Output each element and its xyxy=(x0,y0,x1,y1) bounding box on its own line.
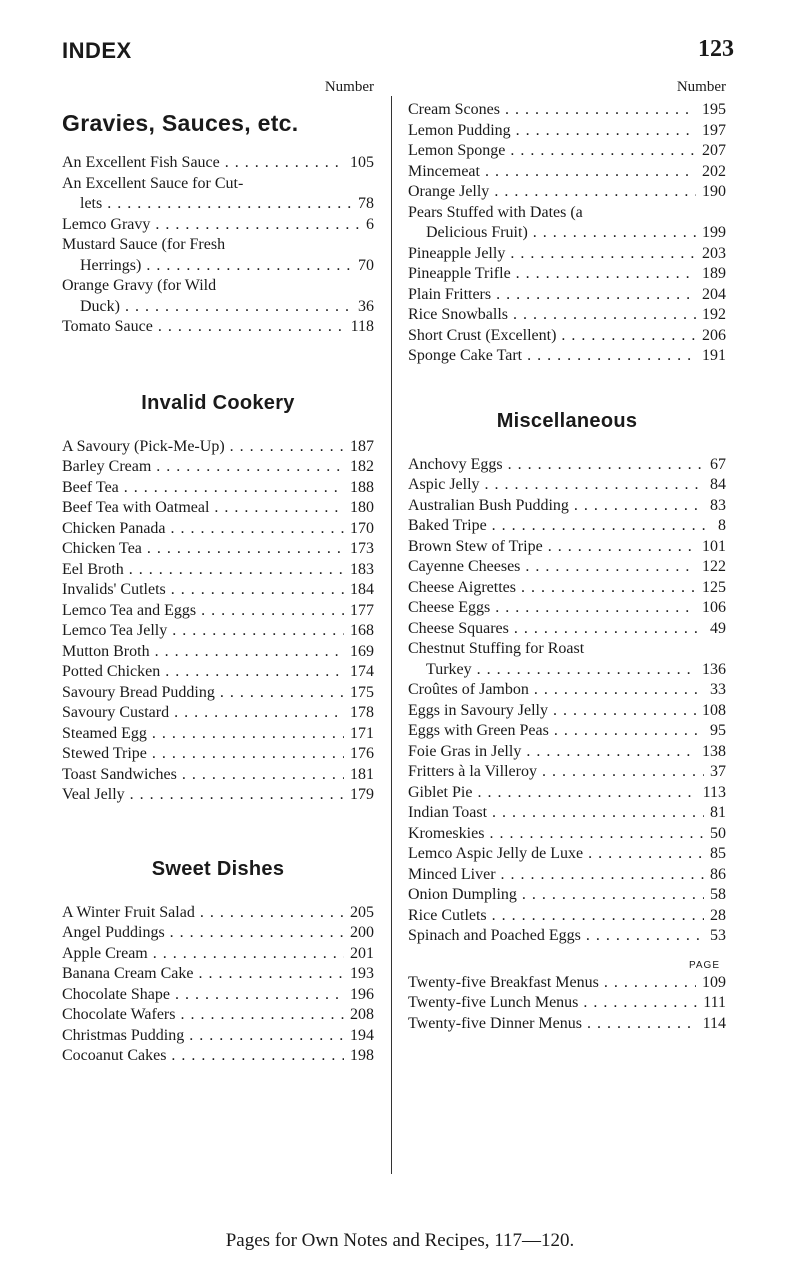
entry-text: Fritters à la Villeroy . . . xyxy=(408,762,704,783)
entry-text: Spinach and Poached Eggs . . . xyxy=(408,926,704,947)
entry-number: 200 xyxy=(350,924,374,941)
entry-text-continued: lets . . . xyxy=(80,194,352,215)
entry-number: 109 xyxy=(702,973,726,991)
index-entry xyxy=(408,844,726,865)
entry-number: 70 xyxy=(358,256,374,274)
index-entry xyxy=(408,742,726,763)
index-entry xyxy=(408,121,726,142)
entry-number: 207 xyxy=(702,142,726,159)
index-entry xyxy=(408,680,726,701)
entry-text: Twenty-five Dinner Menus . . . xyxy=(408,1014,697,1035)
index-entry xyxy=(408,496,726,517)
entry-number: 189 xyxy=(702,265,726,282)
index-entry xyxy=(408,264,726,285)
entry-text: Invalids' Cutlets . . . xyxy=(62,580,344,601)
index-entry xyxy=(408,100,726,121)
entry-text: Steamed Egg . . . xyxy=(62,724,344,745)
index-entry xyxy=(408,619,726,640)
index-entry-continuation xyxy=(62,194,374,215)
entry-number: 170 xyxy=(350,519,374,537)
entry-text: Cheese Squares . . . xyxy=(408,619,704,640)
index-entry xyxy=(62,1005,374,1026)
entry-number: 174 xyxy=(350,663,374,680)
entry-text: Brown Stew of Tripe . . . xyxy=(408,537,696,558)
index-entry xyxy=(62,276,374,297)
index-entry xyxy=(408,578,726,599)
entry-text-continued: Turkey . . . xyxy=(426,660,696,681)
index-entry xyxy=(62,944,374,965)
entry-number: 190 xyxy=(702,183,726,200)
entry-text: Beef Tea with Oatmeal . . . xyxy=(62,498,344,519)
entry-text: Rice Cutlets . . . xyxy=(408,906,704,927)
index-entry xyxy=(408,639,726,660)
index-entry xyxy=(62,923,374,944)
index-entry xyxy=(408,203,726,224)
index-entry xyxy=(408,865,726,886)
entry-number: 49 xyxy=(710,619,726,637)
entry-number: 50 xyxy=(710,824,726,842)
entry-number: 194 xyxy=(350,1026,374,1044)
entry-number: 113 xyxy=(702,783,726,801)
entry-number: 181 xyxy=(350,765,374,783)
running-head-index: INDEX xyxy=(62,38,132,63)
entry-text: Orange Jelly . . . xyxy=(408,182,696,203)
entry-number: 198 xyxy=(350,1047,374,1064)
entry-number: 83 xyxy=(710,496,726,514)
entry-number: 176 xyxy=(350,745,374,762)
entry-text: Pears Stuffed with Dates (a xyxy=(408,203,583,221)
index-entry xyxy=(62,1046,374,1067)
index-entry xyxy=(408,824,726,845)
index-entry xyxy=(62,903,374,924)
index-entry xyxy=(62,765,374,786)
index-entry xyxy=(408,244,726,265)
entry-text: Indian Toast . . . xyxy=(408,803,704,824)
entry-text: Eggs in Savoury Jelly . . . xyxy=(408,701,696,722)
entry-number: 114 xyxy=(702,1014,726,1032)
entry-text: Savoury Bread Pudding . . . xyxy=(62,683,344,704)
entry-number: 105 xyxy=(350,154,374,171)
entry-number: 53 xyxy=(710,927,726,944)
right-column xyxy=(408,78,726,1034)
entry-text: A Savoury (Pick-Me-Up) . . . xyxy=(62,437,344,458)
entry-text: Lemco Aspic Jelly de Luxe . . . xyxy=(408,844,704,865)
entry-number: 84 xyxy=(710,476,726,493)
entry-text: Cheese Aigrettes . . . xyxy=(408,578,696,599)
entry-text: Chicken Panada . . . xyxy=(62,519,344,540)
entry-text: Minced Liver . . . xyxy=(408,865,704,886)
entry-text: Short Crust (Excellent) . . . xyxy=(408,326,696,347)
entry-number: 81 xyxy=(710,804,726,821)
entry-number: 188 xyxy=(350,478,374,496)
entry-text: Cayenne Cheeses . . . xyxy=(408,557,696,578)
index-entry xyxy=(408,455,726,476)
entry-number: 171 xyxy=(350,724,374,742)
index-entry-continuation xyxy=(62,256,374,277)
entry-text: Christmas Pudding . . . xyxy=(62,1026,344,1047)
index-entry xyxy=(62,215,374,236)
entry-number: 67 xyxy=(710,455,726,473)
entry-text-continued: Duck) . . . xyxy=(80,297,352,318)
entry-text: Sponge Cake Tart . . . xyxy=(408,346,696,367)
entry-number: 203 xyxy=(702,244,726,262)
index-entry xyxy=(408,475,726,496)
index-entry-continuation xyxy=(62,297,374,318)
entry-text: Potted Chicken . . . xyxy=(62,662,344,683)
entry-text: Eel Broth . . . xyxy=(62,560,344,581)
entry-text: Lemco Tea and Eggs . . . xyxy=(62,601,344,622)
index-entry xyxy=(408,557,726,578)
entry-number: 192 xyxy=(702,306,726,323)
index-entry xyxy=(62,744,374,765)
entry-text: Stewed Tripe . . . xyxy=(62,744,344,765)
entry-number: 168 xyxy=(350,622,374,639)
entry-number: 118 xyxy=(350,318,374,335)
index-entry xyxy=(408,326,726,347)
entry-text: Orange Gravy (for Wild xyxy=(62,277,217,294)
index-entry xyxy=(408,701,726,722)
entry-text: Apple Cream . . . xyxy=(62,944,344,965)
index-entry-continuation xyxy=(408,660,726,681)
entry-number: 136 xyxy=(702,660,726,678)
number-column-label: Number xyxy=(324,79,374,95)
index-entry xyxy=(408,993,726,1014)
entry-number: 95 xyxy=(710,722,726,739)
entry-text: Rice Snowballs . . . xyxy=(408,305,696,326)
index-entry xyxy=(62,457,374,478)
index-entry xyxy=(408,537,726,558)
index-entry-continuation xyxy=(408,223,726,244)
index-entry xyxy=(408,305,726,326)
entry-text: Croûtes of Jambon . . . xyxy=(408,680,704,701)
entry-text-continued: Herrings) . . . xyxy=(80,256,352,277)
entry-number: 182 xyxy=(350,458,374,475)
footer-note: Pages for Own Notes and Recipes, 117—120. xyxy=(225,1230,575,1251)
entry-number: 195 xyxy=(702,101,726,118)
index-entry xyxy=(408,762,726,783)
entry-number: 36 xyxy=(358,297,374,315)
index-entry xyxy=(62,519,374,540)
entry-number: 58 xyxy=(710,886,726,903)
entry-text: A Winter Fruit Salad . . . xyxy=(62,903,344,924)
index-entry xyxy=(408,516,726,537)
entry-text: Cheese Eggs . . . xyxy=(408,598,696,619)
entry-text: Beef Tea . . . xyxy=(62,478,344,499)
index-entry xyxy=(62,153,374,174)
entry-number: 169 xyxy=(350,642,374,660)
entry-number: 199 xyxy=(702,224,726,241)
entry-number: 111 xyxy=(703,994,726,1011)
entry-number: 85 xyxy=(710,845,726,862)
entry-number: 33 xyxy=(710,681,726,698)
entry-number: 37 xyxy=(710,763,726,780)
entry-text: Veal Jelly . . . xyxy=(62,785,344,806)
index-entry xyxy=(62,703,374,724)
entry-number: 183 xyxy=(350,560,374,578)
index-entry xyxy=(408,721,726,742)
index-entry xyxy=(408,141,726,162)
entry-number: 175 xyxy=(350,683,374,701)
entry-number: 173 xyxy=(350,540,374,557)
entry-text: Lemon Pudding . . . xyxy=(408,121,696,142)
entry-text: Anchovy Eggs . . . xyxy=(408,455,704,476)
entry-text: Lemco Tea Jelly . . . xyxy=(62,621,344,642)
entry-text: Baked Tripe . . . xyxy=(408,516,712,537)
entry-text: Barley Cream . . . xyxy=(62,457,344,478)
entry-text: Toast Sandwiches . . . xyxy=(62,765,344,786)
entry-text: Giblet Pie . . . xyxy=(408,783,697,804)
index-entry xyxy=(408,885,726,906)
index-entry xyxy=(62,621,374,642)
index-entry xyxy=(62,235,374,256)
section-title: Invalid Cookery xyxy=(141,391,295,414)
section-entry-list xyxy=(62,153,374,338)
index-entry xyxy=(408,973,726,994)
column-divider xyxy=(391,96,392,1174)
index-entry xyxy=(62,724,374,745)
section-entry-list xyxy=(62,437,374,806)
entry-number: 101 xyxy=(702,537,726,555)
index-entry xyxy=(62,539,374,560)
index-entry xyxy=(62,580,374,601)
index-entry xyxy=(62,498,374,519)
entry-text: Mustard Sauce (for Fresh xyxy=(62,236,226,253)
index-entry xyxy=(62,560,374,581)
entry-text: Kromeskies . . . xyxy=(408,824,704,845)
entry-text: Twenty-five Lunch Menus . . . xyxy=(408,993,697,1014)
index-entry xyxy=(408,803,726,824)
entry-number: 204 xyxy=(702,285,726,303)
entry-text: An Excellent Fish Sauce . . . xyxy=(62,153,344,174)
number-column-label: Number xyxy=(676,79,726,95)
entry-number: 197 xyxy=(702,121,726,139)
index-entry xyxy=(62,1026,374,1047)
entry-text: Pineapple Trifle . . . xyxy=(408,264,696,285)
entry-number: 193 xyxy=(350,965,374,982)
section-title: Gravies, Sauces, etc. xyxy=(62,110,299,136)
miscellaneous-list xyxy=(408,455,726,947)
entry-number: 6 xyxy=(366,215,374,233)
index-entry xyxy=(408,926,726,947)
index-entry xyxy=(408,906,726,927)
menus-list xyxy=(408,973,726,1035)
index-entry xyxy=(62,478,374,499)
index-entry xyxy=(408,285,726,306)
entry-text: Savoury Custard . . . xyxy=(62,703,344,724)
entry-text-continued: Delicious Fruit) . . . xyxy=(426,223,696,244)
index-entry xyxy=(62,642,374,663)
entry-number: 138 xyxy=(702,742,726,760)
entry-text: Angel Puddings . . . xyxy=(62,923,344,944)
entry-number: 201 xyxy=(350,944,374,962)
entry-text: Australian Bush Pudding . . . xyxy=(408,496,704,517)
entry-text: Tomato Sauce . . . xyxy=(62,317,345,338)
index-entry xyxy=(62,985,374,1006)
entry-text: Pineapple Jelly . . . xyxy=(408,244,696,265)
entry-text: Chestnut Stuffing for Roast xyxy=(408,640,585,657)
entry-text: An Excellent Sauce for Cut- xyxy=(62,174,244,192)
entry-text: Cocoanut Cakes . . . xyxy=(62,1046,344,1067)
entry-text: Cream Scones . . . xyxy=(408,100,696,121)
index-entry xyxy=(62,785,374,806)
section-entry-list xyxy=(62,903,374,1067)
entry-number: 208 xyxy=(350,1006,374,1023)
index-entry xyxy=(62,601,374,622)
index-entry xyxy=(408,162,726,183)
entry-text: Plain Fritters . . . xyxy=(408,285,696,306)
entry-number: 178 xyxy=(350,704,374,721)
entry-text: Banana Cream Cake . . . xyxy=(62,964,344,985)
entry-number: 187 xyxy=(350,437,374,455)
entry-text: Chocolate Wafers . . . xyxy=(62,1005,344,1026)
entry-number: 205 xyxy=(350,903,374,921)
entry-number: 184 xyxy=(350,581,374,598)
index-entry xyxy=(62,964,374,985)
entry-text: Mincemeat . . . xyxy=(408,162,696,183)
entry-text: Twenty-five Breakfast Menus . . . xyxy=(408,973,696,994)
index-entry xyxy=(62,662,374,683)
index-entry xyxy=(408,783,726,804)
index-entry xyxy=(62,437,374,458)
entry-number: 196 xyxy=(350,985,374,1003)
entry-number: 206 xyxy=(702,326,726,344)
entry-number: 86 xyxy=(710,865,726,883)
entry-number: 8 xyxy=(718,517,726,534)
entry-number: 177 xyxy=(350,601,374,619)
index-entry xyxy=(62,317,374,338)
page-number: 123 xyxy=(698,36,734,62)
index-entry xyxy=(408,182,726,203)
entry-number: 108 xyxy=(702,701,726,719)
entry-text: Onion Dumpling . . . xyxy=(408,885,704,906)
entry-text: Lemon Sponge . . . xyxy=(408,141,696,162)
entry-number: 191 xyxy=(702,347,726,364)
index-entry xyxy=(62,174,374,195)
section-title-miscellaneous: Miscellaneous xyxy=(496,409,638,432)
entry-number: 106 xyxy=(702,599,726,616)
page-column-label: PAGE xyxy=(688,959,720,971)
entry-text: Lemco Gravy . . . xyxy=(62,215,360,236)
entry-number: 28 xyxy=(710,906,726,924)
entry-text: Mutton Broth . . . xyxy=(62,642,344,663)
left-column xyxy=(62,78,374,1067)
index-entry xyxy=(408,346,726,367)
index-entry xyxy=(408,598,726,619)
entry-number: 180 xyxy=(350,499,374,516)
entry-text: Aspic Jelly . . . xyxy=(408,475,704,496)
entry-text: Chocolate Shape . . . xyxy=(62,985,344,1006)
index-entry xyxy=(62,683,374,704)
entry-number: 122 xyxy=(702,558,726,575)
entry-number: 202 xyxy=(702,162,726,180)
entry-text: Foie Gras in Jelly . . . xyxy=(408,742,696,763)
entry-text: Eggs with Green Peas . . . xyxy=(408,721,704,742)
index-entry xyxy=(408,1014,726,1035)
section-title: Sweet Dishes xyxy=(151,857,285,880)
entry-number: 125 xyxy=(702,578,726,596)
entry-text: Chicken Tea . . . xyxy=(62,539,344,560)
entry-number: 179 xyxy=(350,786,374,803)
entry-number: 78 xyxy=(358,195,374,212)
sweet-dishes-continued-list xyxy=(408,100,726,367)
